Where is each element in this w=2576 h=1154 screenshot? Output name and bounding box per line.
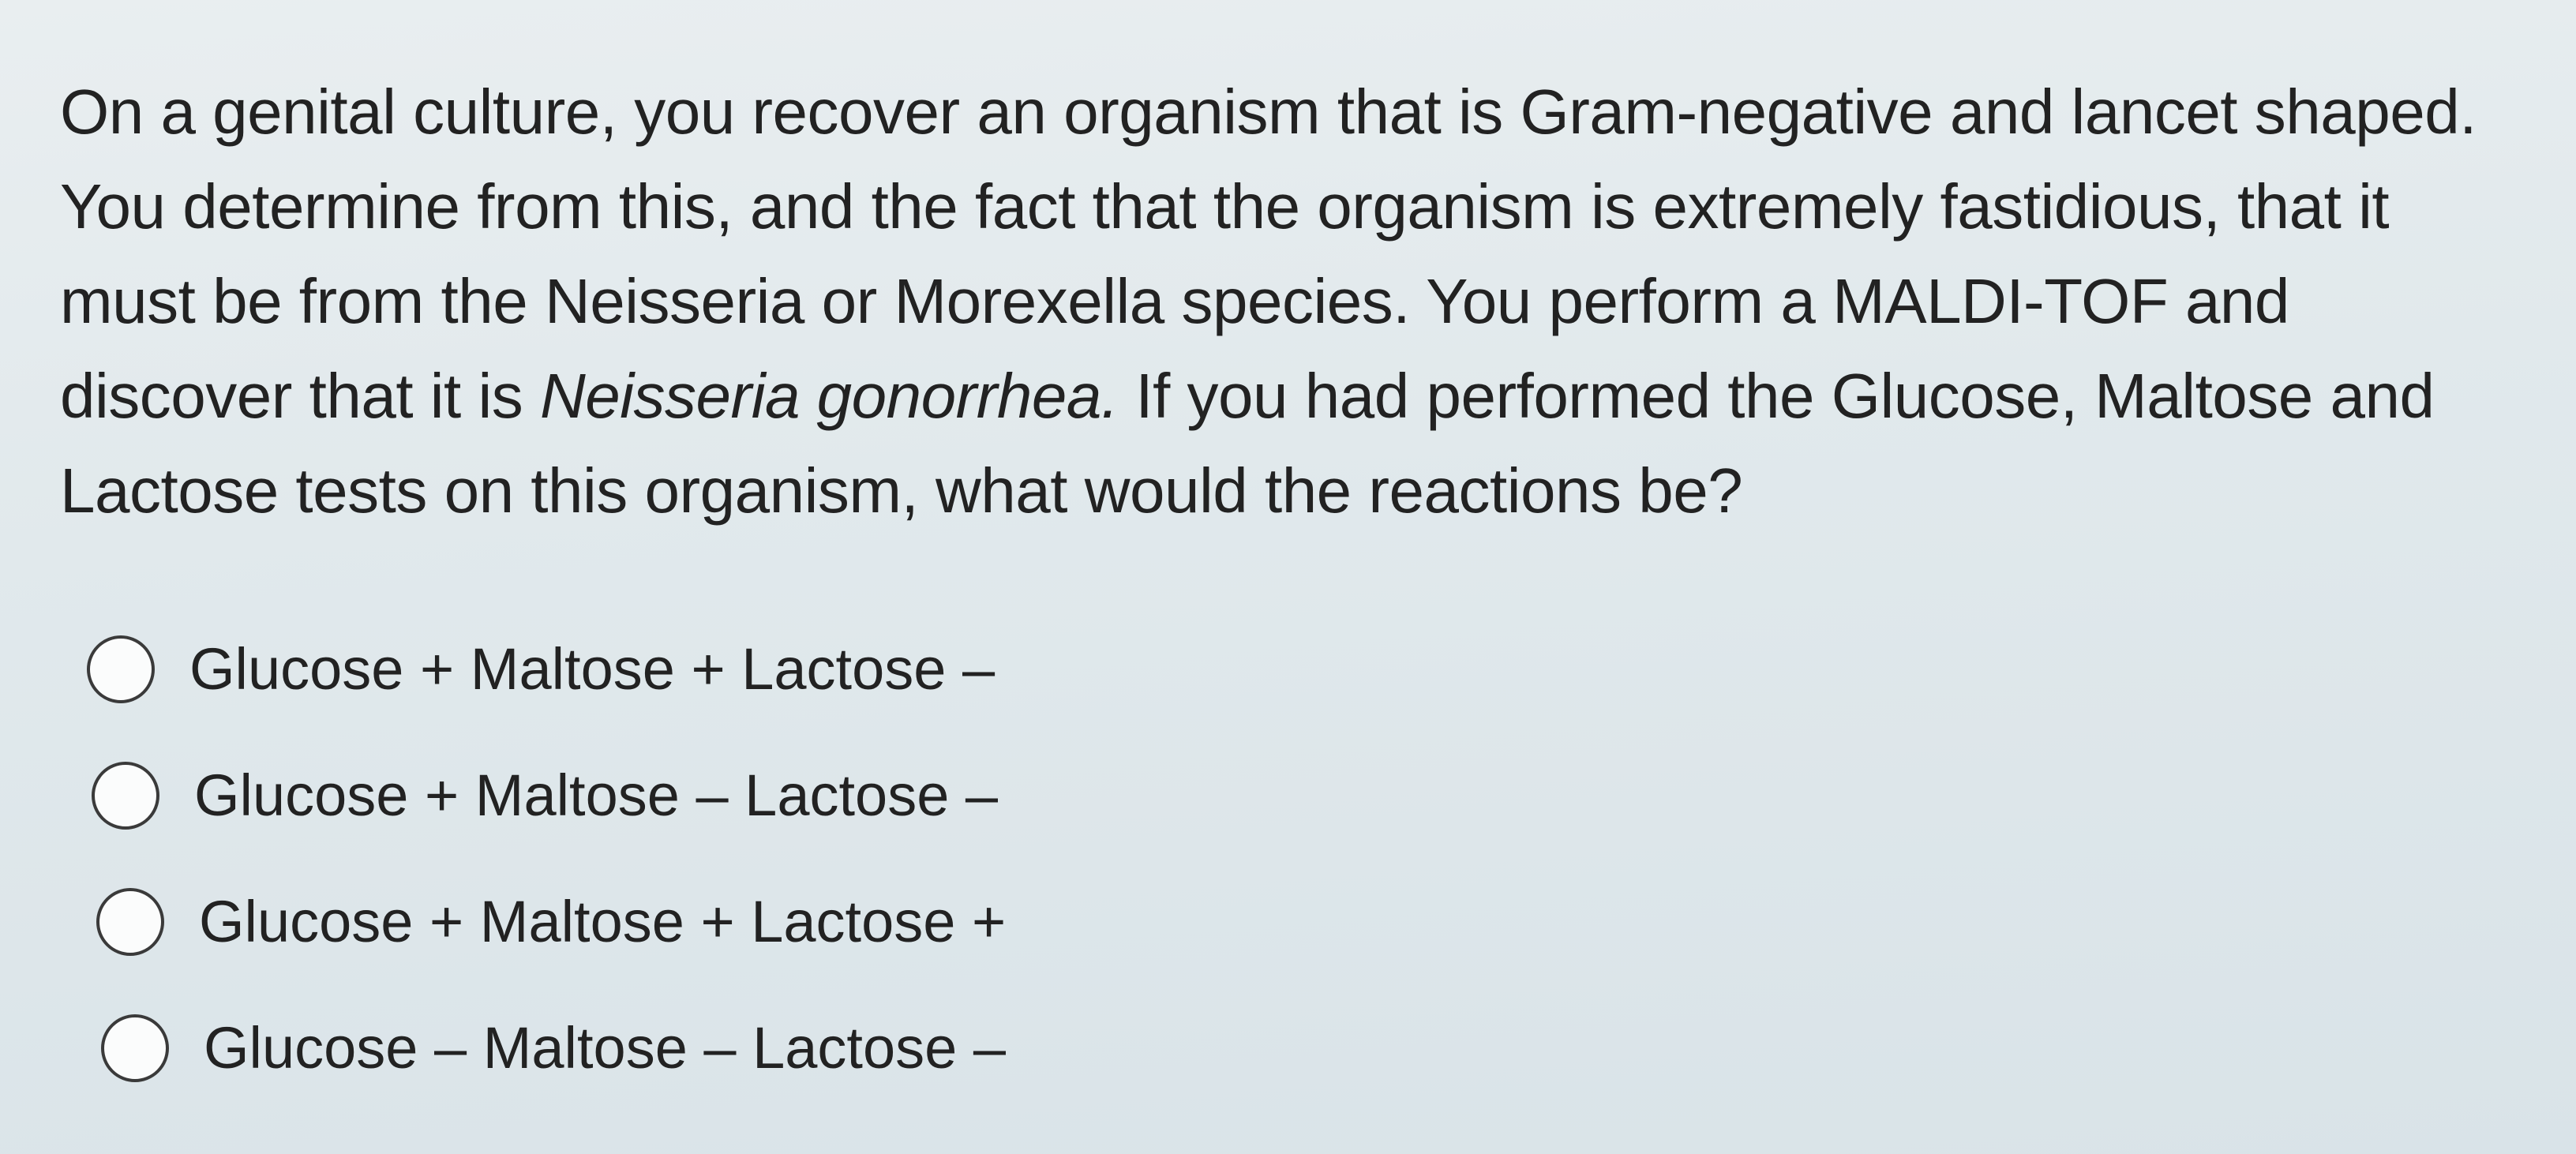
answer-options: [87, 631, 1350, 1137]
question-text: [60, 65, 2492, 538]
organism-name: Neisseria gonorrhea.: [540, 361, 1119, 431]
answer-option-1[interactable]: [87, 631, 1350, 707]
radio-button-icon[interactable]: [96, 888, 164, 956]
answer-option-2[interactable]: [87, 758, 1350, 834]
answer-option-4[interactable]: [87, 1010, 1350, 1086]
answer-option-label: Glucose + Maltose + Lactose –: [189, 636, 996, 702]
answer-option-label: Glucose + Maltose – Lactose –: [194, 762, 999, 828]
answer-option-label: Glucose – Maltose – Lactose –: [204, 1015, 1007, 1081]
question-text-part1: On a genital culture, you recover an organism that is Gram-negative and lancet shaped. You determine from this, and the fact that the organism is extremely fastidious, that it must be from the Neisseria or Morexella species. You perform a MALDI-TOF and discover that it is: [60, 77, 2477, 431]
answer-option-3[interactable]: [87, 884, 1350, 960]
radio-button-icon[interactable]: [101, 1014, 169, 1082]
radio-button-icon[interactable]: [92, 762, 159, 830]
radio-button-icon[interactable]: [87, 635, 155, 703]
answer-option-label: Glucose + Maltose + Lactose +: [199, 889, 1007, 954]
question-text-part2: If you had performed the Glucose, Maltose and Lactose tests on this organism, what would the reactions be?: [60, 361, 2435, 526]
